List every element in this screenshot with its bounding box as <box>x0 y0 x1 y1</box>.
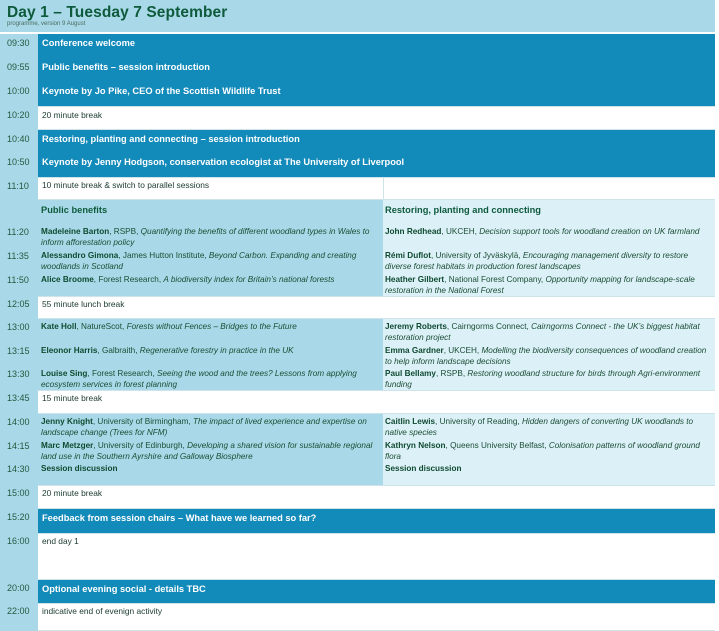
break-label: 15 minute break <box>42 393 103 403</box>
session-feedback: Feedback from session chairs – What have we learned so far? <box>42 513 317 523</box>
time-label: 12:05 <box>7 299 30 309</box>
talk-l1300: Kate Holl, NatureScot, Forests without Fences – Bridges to the Future <box>41 322 297 331</box>
time-label: 10:40 <box>7 134 30 144</box>
time-label: 09:30 <box>7 38 30 48</box>
end-row <box>38 533 715 580</box>
talk-r1415: Kathryn Nelson, Queens University Belfast, Colonisation patterns of woodland ground flora <box>385 441 700 461</box>
time-label: 20:00 <box>7 583 30 593</box>
right-stream-heading: Restoring, planting and connecting <box>385 205 541 215</box>
talk-l1415: Marc Metzger, University of Edinburgh, Developing a shared vision for sustainable regional land use in the Southern Ayrshire and Galloway Biosphere <box>41 441 373 461</box>
left-stream-heading: Public benefits <box>41 205 108 215</box>
time-label: 13:15 <box>7 346 30 356</box>
session-evening-social: Optional evening social - details TBC <box>42 584 206 594</box>
time-label: 10:00 <box>7 86 30 96</box>
time-label: 14:15 <box>7 441 30 451</box>
time-label: 09:55 <box>7 62 30 72</box>
break-label: 20 minute break <box>42 110 103 120</box>
session-keynote-hodgson: Keynote by Jenny Hodgson, conservation ecologist at The University of Liverpool <box>42 157 405 167</box>
talk-r1330: Paul Bellamy, RSPB, Restoring woodland structure for birds through Agri-environment funding <box>385 369 701 389</box>
time-label: 14:00 <box>7 417 30 427</box>
session-conference-welcome: Conference welcome <box>42 38 136 48</box>
talk-r1120: John Redhead, UKCEH, Decision support tools for woodland creation on UK farmland <box>385 227 700 236</box>
time-label: 13:45 <box>7 393 30 403</box>
time-label: 15:20 <box>7 512 30 522</box>
break-label: 20 minute break <box>42 488 103 498</box>
time-label: 11:50 <box>7 275 29 285</box>
time-label: 22:00 <box>7 606 30 616</box>
break-row <box>38 390 715 414</box>
talk-l1330: Louise Sing, Forest Research, Seeing the wood and the trees? Lessons from applying ecosystem services in forest planning <box>41 369 357 389</box>
talk-r1300: Jeremy Roberts, Cairngorms Connect, Cairngorms Connect - the UK’s biggest habitat restoration project <box>385 322 700 342</box>
time-label: 11:35 <box>7 251 29 261</box>
time-label: 10:50 <box>7 157 30 167</box>
time-label: 15:00 <box>7 488 30 498</box>
session-keynote-pike: Keynote by Jo Pike, CEO of the Scottish Wildlife Trust <box>42 86 281 96</box>
time-label: 14:30 <box>7 464 30 474</box>
talk-l1400: Jenny Knight, University of Birmingham, The impact of lived experience and expertise on landscape change (Trees for NFM) <box>41 417 367 437</box>
talk-r1150: Heather Gilbert, National Forest Company, Opportunity mapping for landscape-scale restoration in the National Forest <box>385 275 695 295</box>
talk-l1135: Alessandro Gimona, James Hutton Institute, Beyond Carbon. Expanding and creating woodlands in Scotland <box>41 251 357 271</box>
talk-r1400: Caitlin Lewis, University of Reading, Hidden dangers of converting UK woodlands to native species <box>385 417 694 437</box>
end-day-label: end day 1 <box>42 536 79 546</box>
time-label: 13:00 <box>7 322 30 332</box>
day-header <box>0 0 715 33</box>
end-evening-label: indicative end of evenign activity <box>42 606 163 616</box>
session-restoring-intro: Restoring, planting and connecting – session introduction <box>42 134 300 144</box>
break-label: 10 minute break & switch to parallel sessions <box>42 180 210 190</box>
talk-r1135: Rémi Duflot, University of Jyväskylä, Encouraging management diversity to restore diverse forest habitats in production forest landscapes <box>385 251 689 271</box>
version-note: programme, version 9 August <box>7 21 86 27</box>
lunch-row <box>38 296 715 319</box>
lunch-label: 55 minute lunch break <box>42 299 125 309</box>
talk-l1150: Alice Broome, Forest Research, A biodiversity index for Britain’s national forests <box>41 275 335 284</box>
time-label: 10:20 <box>7 110 30 120</box>
break-row <box>38 485 715 509</box>
session-public-intro: Public benefits – session introduction <box>42 62 210 72</box>
time-label: 13:30 <box>7 369 30 379</box>
break-row <box>38 106 715 130</box>
talk-r1315: Emma Gardner, UKCEH, Modelling the biodiversity consequences of woodland creation to help inform landscape decisions <box>385 346 707 366</box>
discussion-left: Session discussion <box>41 464 118 473</box>
time-label: 16:00 <box>7 536 30 546</box>
discussion-right: Session discussion <box>385 464 462 473</box>
time-label: 11:10 <box>7 181 29 191</box>
talk-l1315: Eleonor Harris, Galbraith, Regenerative forestry in practice in the UK <box>41 346 294 355</box>
talk-l1120: Madeleine Barton, RSPB, Quantifying the benefits of different woodland types in Wales to inform afforestation policy <box>41 227 370 247</box>
page-title: Day 1 – Tuesday 7 September <box>7 4 228 21</box>
column-divider <box>383 177 384 200</box>
time-label: 11:20 <box>7 227 29 237</box>
